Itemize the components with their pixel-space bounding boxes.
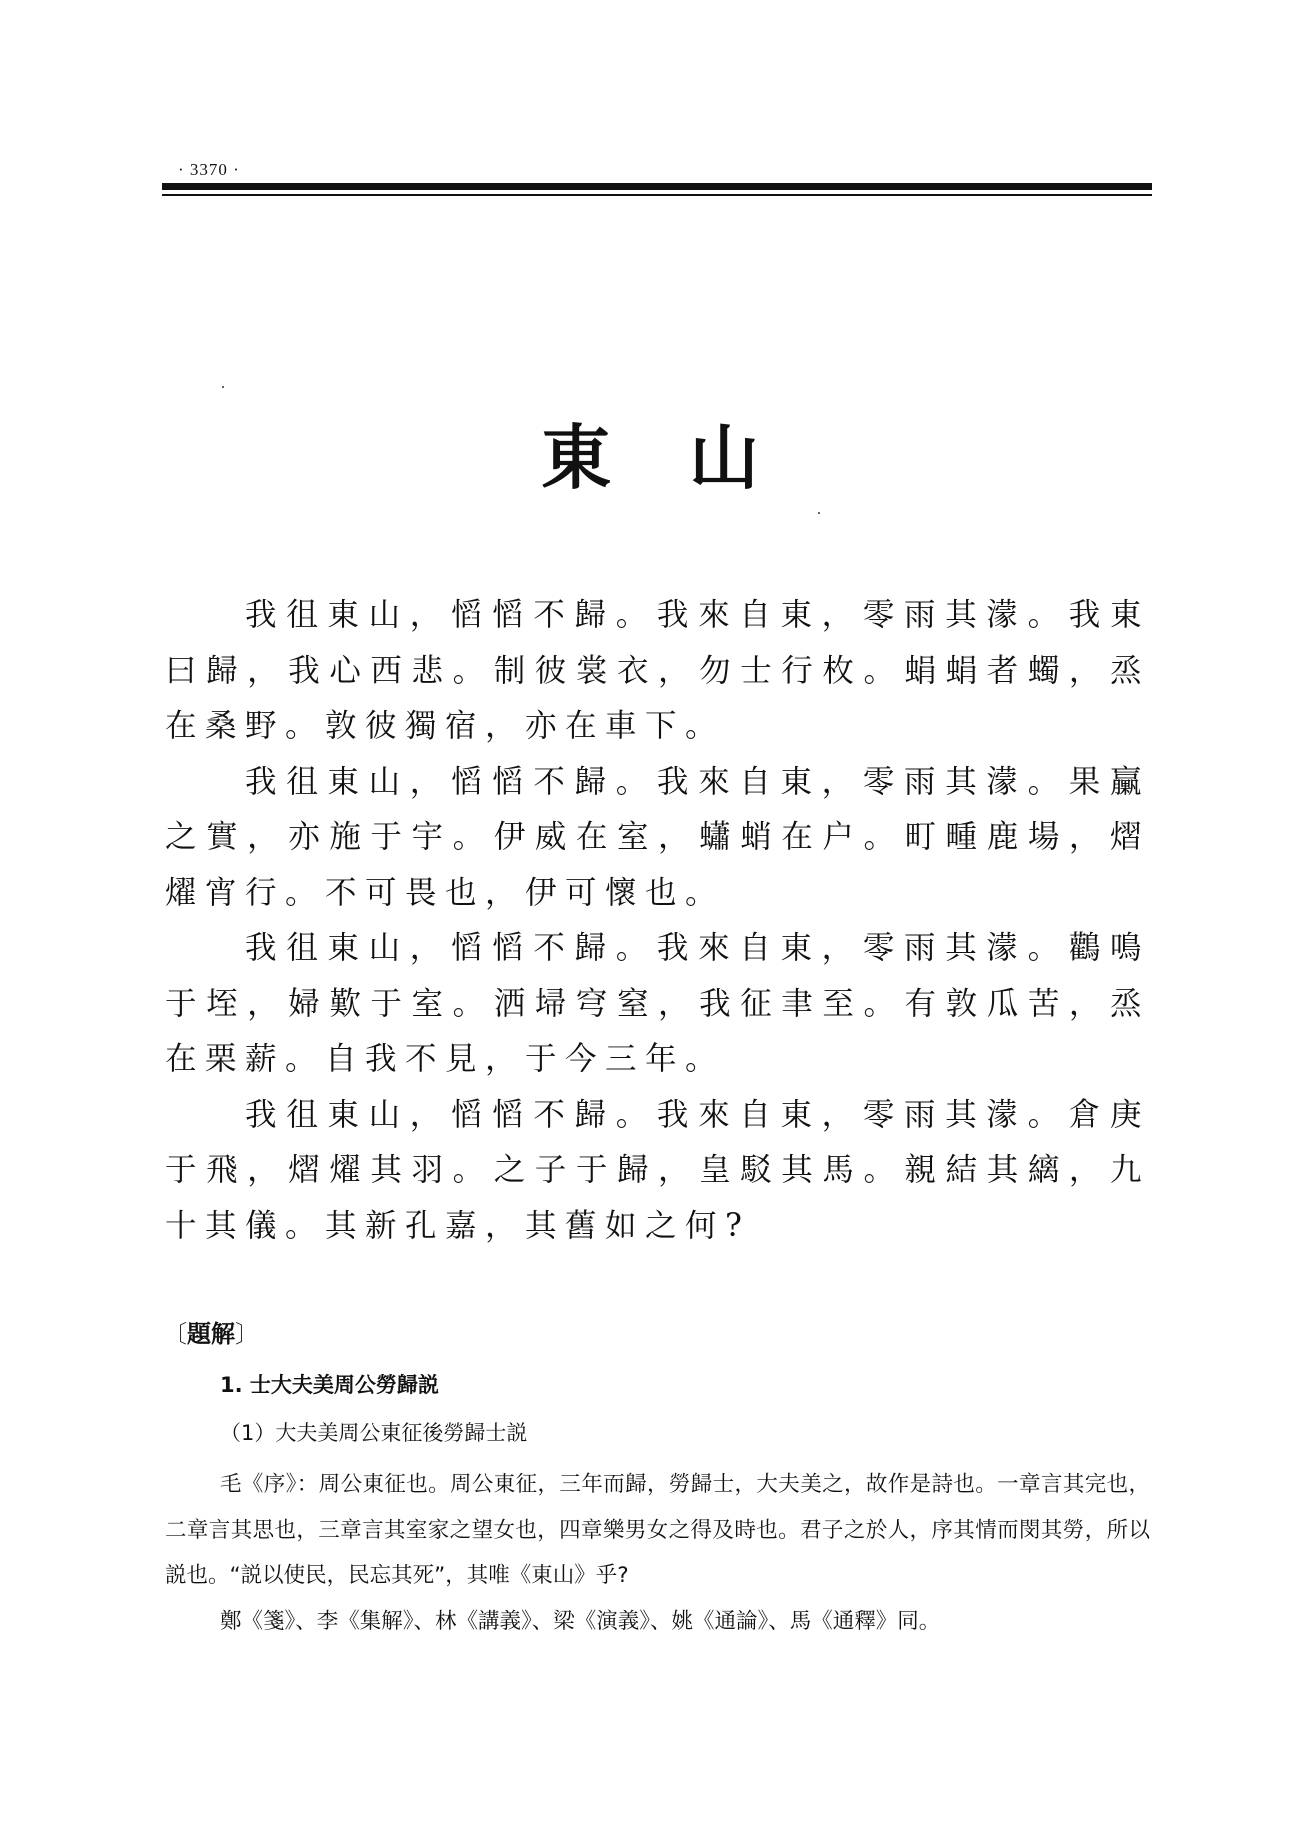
poem-body xyxy=(165,588,1150,1254)
section-heading-tijie xyxy=(163,1317,259,1351)
poem-stanza-3: 我徂東山，慆慆不歸。我來自東，零雨其濛。鸛鳴于垤，婦歎于室。洒埽穹窒，我征聿至。有敦瓜苦，烝在栗薪。自我不見，于今三年。 xyxy=(165,930,1150,1077)
subsection-1-1-title: （1）大夫美周公東征後勞歸士説 xyxy=(220,1421,528,1445)
commentary-body xyxy=(165,1462,1150,1644)
header-rule-thick xyxy=(162,183,1152,190)
heading-text: 題解 xyxy=(187,1320,235,1348)
poem-title xyxy=(0,418,1300,498)
page-number: · 3370 · xyxy=(178,160,240,179)
header-rule-thin xyxy=(162,194,1152,196)
poem-stanza-4: 我徂東山，慆慆不歸。我來自東，零雨其濛。倉庚于飛，熠燿其羽。之子于歸，皇駁其馬。親結其縭，九十其儀。其新孔嘉，其舊如之何? xyxy=(165,1096,1150,1244)
poem-stanza-2: 我徂東山，慆慆不歸。我來自東，零雨其濛。果臝之實，亦施于宇。伊威在室，蠨蛸在户。町畽鹿場，熠燿宵行。不可畏也，伊可懷也。 xyxy=(165,763,1150,911)
commentary-paragraph-mao-preface: 毛《序》：周公東征也。周公東征，三年而歸，勞歸士，大夫美之，故作是詩也。一章言其完也，二章言其思也，三章言其室家之望女也，四章樂男女之得及時也。君子之於人，序其情而閔其勞，所以説也。“説以使民，民忘其死”，其唯《東山》乎? xyxy=(165,1472,1150,1588)
subsection-1-title: 1. 士大夫美周公勞歸説 xyxy=(220,1373,439,1397)
scan-speck xyxy=(222,386,224,388)
heading-bracket-open: 〔 xyxy=(163,1320,187,1348)
title-char-mountain: 山 xyxy=(689,416,759,499)
commentary-paragraph-sources: 鄭《箋》、李《集解》、林《講義》、梁《演義》、姚《通論》、馬《通釋》同。 xyxy=(220,1608,941,1634)
title-char-east: 東 xyxy=(541,416,611,499)
heading-bracket-close: 〕 xyxy=(235,1320,259,1348)
scan-speck xyxy=(818,512,820,514)
poem-stanza-1: 我徂東山，慆慆不歸。我來自東，零雨其濛。我東曰歸，我心西悲。制彼裳衣，勿士行枚。蜎蜎者蠋，烝在桑野。敦彼獨宿，亦在車下。 xyxy=(165,597,1150,744)
